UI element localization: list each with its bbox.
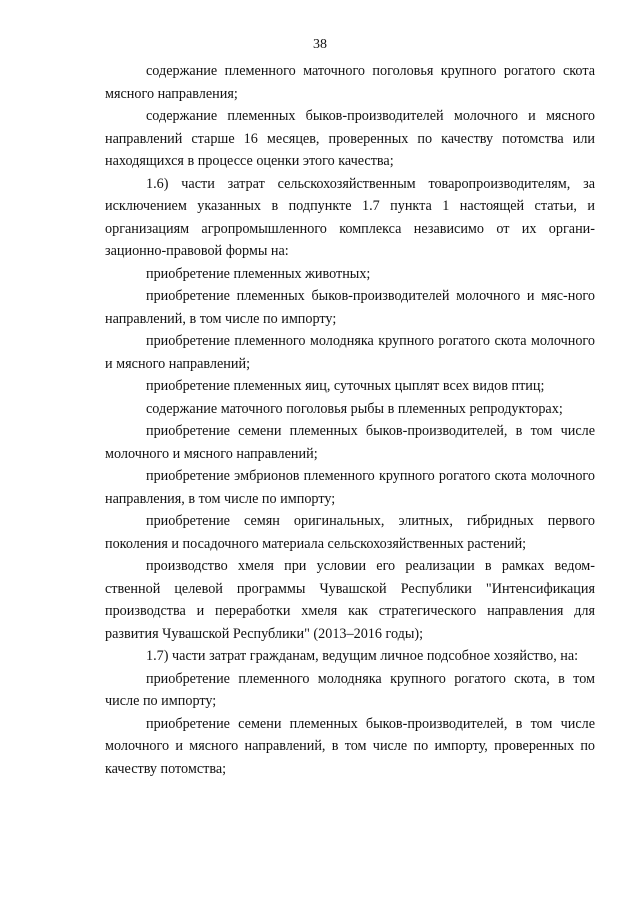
paragraph: 1.7) части затрат гражданам, ведущим личное подсобное хозяйство, на: [146,648,579,664]
document-body [105,60,595,780]
paragraph: приобретение племенного молодняка крупного рогатого скота, в том числе по импорту; [105,670,595,709]
paragraph: приобретение эмбрионов племенного крупного рогатого скота молочного направления, в том числе по импорту; [105,468,595,507]
paragraph: содержание маточного поголовья рыбы в племенных репродукторах; [146,400,563,417]
paragraph: содержание племенных быков-производителей молочного и мясного направлений старше 16 месяцев, проверенных по качеству потомства или находящихся в процессе оценки этого качества; [105,108,595,169]
paragraph: приобретение племенных животных; [146,265,371,282]
paragraph: приобретение семени племенных быков-производителей, в том числе молочного и мясного направлений, в том числе по импорту, проверенных по качеству потомства; [105,715,595,777]
paragraph: приобретение семени племенных быков-производителей, в том числе молочного и мясного направлений; [105,423,595,462]
paragraph: 1.6) части затрат сельскохозяйственным товаропроизводителям, за исключением указанных в подпункте 1.7 пункта 1 настоящей статьи, и организациям агропромышленного комплекса независимо от их органи-зационно-правовой формы на: [105,175,595,259]
page-number: 38 [313,37,327,52]
paragraph: приобретение племенного молодняка крупного рогатого скота молочного и мясного направлений; [105,333,595,372]
paragraph: приобретение племенных яиц, суточных цыплят всех видов птиц; [146,378,545,394]
paragraph: содержание племенного маточного поголовья крупного рогатого скота мясного направления; [105,63,595,102]
paragraph: производство хмеля при условии его реализации в рамках ведом-ственной целевой программы Чувашской Республики "Интенсификация производства и переработки хмеля как стратегического направления для развития Чувашской Республики" (2013–2016 годы); [105,558,595,642]
paragraph: приобретение семян оригинальных, элитных, гибридных первого поколения и посадочного материала сельскохозяйственных растений; [105,513,595,552]
paragraph: приобретение племенных быков-производителей молочного и мяс-ного направлений, в том числе по импорту; [105,288,595,327]
